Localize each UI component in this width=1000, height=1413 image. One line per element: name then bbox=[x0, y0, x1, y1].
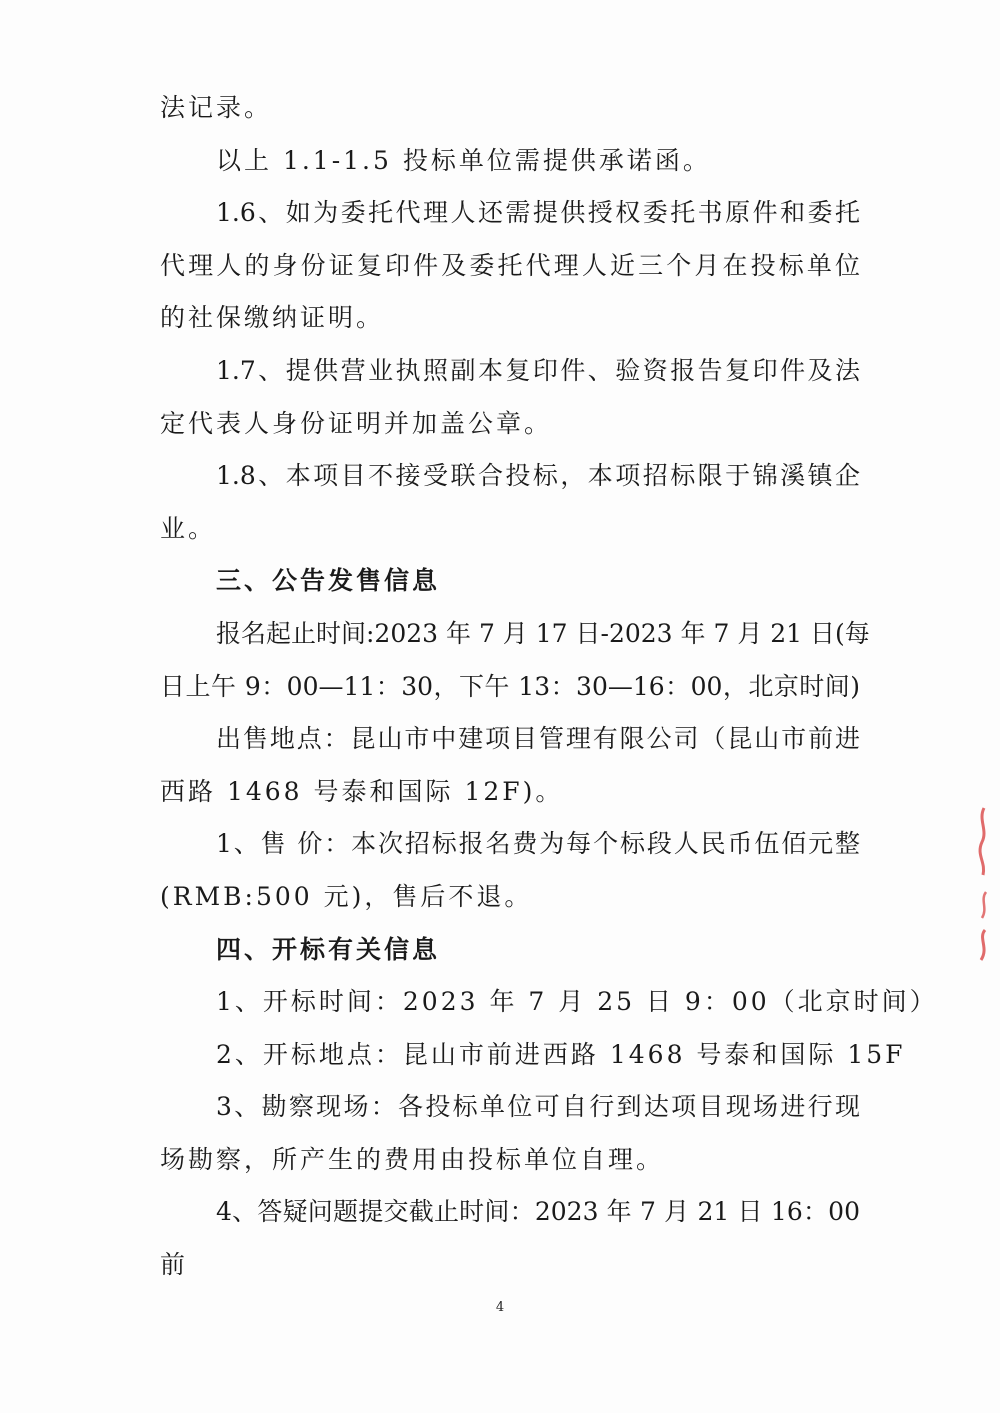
text-line: (RMB:500 元)，售后不退。 bbox=[160, 881, 533, 911]
text-line: 日上午 9：00—11：30，下午 13：30—16：00，北京时间) bbox=[160, 671, 860, 701]
text-line: 定代表人身份证明并加盖公章。 bbox=[160, 408, 553, 438]
text-line: 业。 bbox=[160, 513, 217, 543]
section-heading: 四、开标有关信息 bbox=[216, 934, 441, 964]
text-line: 西路 1468 号泰和国际 12F)。 bbox=[160, 776, 564, 806]
text-line: 代理人的身份证复印件及委托代理人近三个月在投标单位 bbox=[160, 250, 860, 280]
text-line: 1.8、本项目不接受联合投标，本项招标限于锦溪镇企 bbox=[216, 461, 860, 491]
text-line: 1.6、如为委托代理人还需提供授权委托书原件和委托 bbox=[216, 198, 860, 228]
text-line: 场勘察，所产生的费用由投标单位自理。 bbox=[160, 1144, 665, 1174]
text-line: 4、答疑问题提交截止时间：2023 年 7 月 21 日 16：00 bbox=[216, 1197, 860, 1227]
text-line: 1、售 价：本次招标报名费为每个标段人民币伍佰元整 bbox=[216, 829, 860, 859]
text-line: 法记录。 bbox=[160, 93, 273, 122]
seal-edge-mark bbox=[970, 800, 992, 970]
text-line: 1、开标时间：2023 年 7 月 25 日 9：00（北京时间） bbox=[216, 987, 938, 1017]
text-line: 以上 1.1-1.5 投标单位需提供承诺函。 bbox=[216, 145, 711, 175]
text-line: 1.7、提供营业执照副本复印件、验资报告复印件及法 bbox=[216, 355, 860, 385]
text-line: 前 bbox=[160, 1250, 189, 1280]
text-line: 2、开标地点：昆山市前进西路 1468 号泰和国际 15F bbox=[216, 1039, 906, 1069]
text-line: 3、勘察现场：各投标单位可自行到达项目现场进行现 bbox=[216, 1092, 860, 1122]
document-body bbox=[160, 82, 938, 1292]
page-number: 4 bbox=[495, 1300, 505, 1315]
section-heading: 三、公告发售信息 bbox=[216, 566, 441, 596]
text-line: 的社保缴纳证明。 bbox=[160, 303, 385, 333]
text-line: 报名起止时间:2023 年 7 月 17 日-2023 年 7 月 21 日(每 bbox=[216, 618, 870, 648]
text-line: 出售地点：昆山市中建项目管理有限公司（昆山市前进 bbox=[216, 724, 860, 754]
